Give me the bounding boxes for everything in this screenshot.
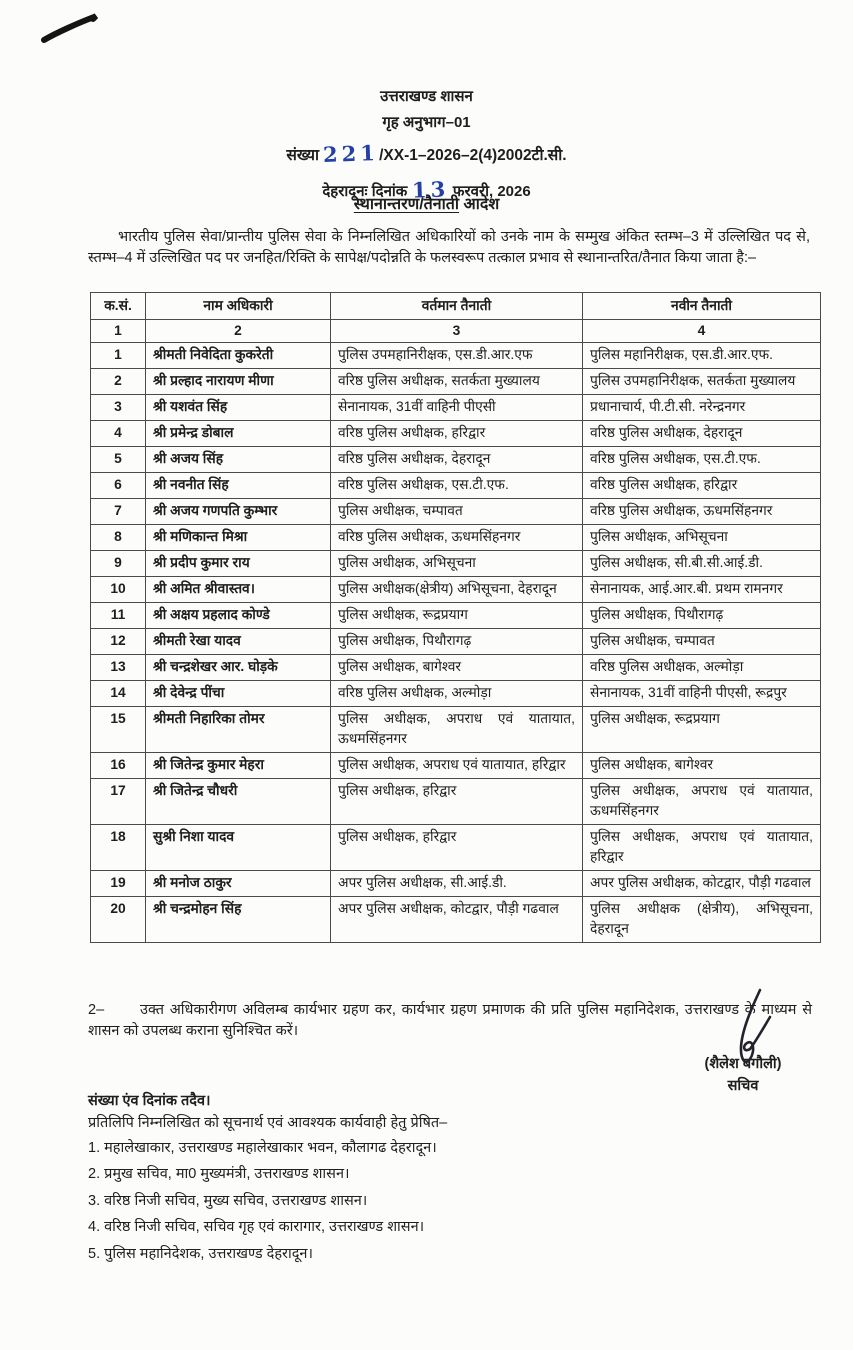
table-row xyxy=(91,753,821,779)
row-serial: 13 xyxy=(91,655,146,681)
new-posting: सेनानायक, 31वीं वाहिनी पीएसी, रूद्रपुर xyxy=(583,681,821,707)
current-posting: पुलिस अधीक्षक(क्षेत्रीय) अभिसूचना, देहरादून xyxy=(331,577,583,603)
table-row xyxy=(91,473,821,499)
current-posting: वरिष्ठ पुलिस अधीक्षक, सतर्कता मुख्यालय xyxy=(331,369,583,395)
letter-number-prefix: संख्या xyxy=(286,147,319,164)
row-serial: 12 xyxy=(91,629,146,655)
row-serial: 18 xyxy=(91,825,146,871)
officer-name: श्री नवनीत सिंह xyxy=(146,473,331,499)
table-row xyxy=(91,343,821,369)
officer-name: श्री चन्द्रमोहन सिंह xyxy=(146,897,331,943)
officer-name: श्री जितेन्द्र कुमार मेहरा xyxy=(146,753,331,779)
current-posting: वरिष्ठ पुलिस अधीक्षक, हरिद्वार xyxy=(331,421,583,447)
row-serial: 16 xyxy=(91,753,146,779)
officer-name: श्री अजय सिंह xyxy=(146,447,331,473)
row-serial: 20 xyxy=(91,897,146,943)
row-serial: 17 xyxy=(91,779,146,825)
transfer-table-container xyxy=(90,292,820,943)
row-serial: 4 xyxy=(91,421,146,447)
officer-name: श्रीमती निहारिका तोमर xyxy=(146,707,331,753)
new-posting: पुलिस अधीक्षक, पिथौरागढ़ xyxy=(583,603,821,629)
row-serial: 19 xyxy=(91,871,146,897)
pen-dash-mark xyxy=(36,6,106,50)
new-posting: पुलिस अधीक्षक, अपराध एवं यातायात, ऊधमसिंहनगर xyxy=(583,779,821,825)
copy-recipient-list xyxy=(88,1137,812,1265)
row-serial: 10 xyxy=(91,577,146,603)
signature-block xyxy=(668,985,818,1095)
current-posting: पुलिस अधीक्षक, बागेश्वर xyxy=(331,655,583,681)
current-posting: पुलिस अधीक्षक, रूद्रप्रयाग xyxy=(331,603,583,629)
current-posting: पुलिस अधीक्षक, चम्पावत xyxy=(331,499,583,525)
table-row xyxy=(91,525,821,551)
table-row xyxy=(91,897,821,943)
table-header-row xyxy=(91,293,821,320)
table-row xyxy=(91,499,821,525)
current-posting: सेनानायक, 31वीं वाहिनी पीएसी xyxy=(331,395,583,421)
copy-forwarded-line: प्रतिलिपि निम्नलिखित को सूचनार्थ एवं आवश्यक कार्यवाही हेतु प्रेषित– xyxy=(88,1115,448,1132)
officer-name: सुश्री निशा यादव xyxy=(146,825,331,871)
new-posting: पुलिस अधीक्षक, चम्पावत xyxy=(583,629,821,655)
new-posting: वरिष्ठ पुलिस अधीक्षक, हरिद्वार xyxy=(583,473,821,499)
copy-recipient-item: 4. वरिष्ठ निजी सचिव, सचिव गृह एवं कारागार, उत्तराखण्ड शासन। xyxy=(88,1219,425,1236)
same-number-date-line: संख्या एंव दिनांक तदैव। xyxy=(88,1093,211,1109)
new-posting: वरिष्ठ पुलिस अधीक्षक, देहरादून xyxy=(583,421,821,447)
current-posting: पुलिस उपमहानिरीक्षक, एस.डी.आर.एफ xyxy=(331,343,583,369)
current-posting: वरिष्ठ पुलिस अधीक्षक, देहरादून xyxy=(331,447,583,473)
row-serial: 15 xyxy=(91,707,146,753)
officer-name: श्री अक्षय प्रहलाद कोण्डे xyxy=(146,603,331,629)
section-name: गृह अनुभाग–01 xyxy=(382,113,471,131)
table-row xyxy=(91,825,821,871)
table-row xyxy=(91,421,821,447)
officer-name: श्री देवेन्द्र पींचा xyxy=(146,681,331,707)
column-number-row xyxy=(91,320,821,343)
column-number: 2 xyxy=(146,320,331,343)
officer-name: श्रीमती निवेदिता कुकरेती xyxy=(146,343,331,369)
row-serial: 5 xyxy=(91,447,146,473)
row-serial: 1 xyxy=(91,343,146,369)
row-serial: 9 xyxy=(91,551,146,577)
current-posting: अपर पुलिस अधीक्षक, सी.आई.डी. xyxy=(331,871,583,897)
order-title xyxy=(0,192,853,214)
officer-name: श्री प्रमेन्द्र डोबाल xyxy=(146,421,331,447)
table-row xyxy=(91,871,821,897)
column-number: 4 xyxy=(583,320,821,343)
signatory-name: (शैलेश बगौली) xyxy=(704,1056,782,1072)
table-row xyxy=(91,577,821,603)
copy-recipient-item: 2. प्रमुख सचिव, मा0 मुख्यमंत्री, उत्तराखण्ड शासन। xyxy=(88,1166,350,1183)
table-row xyxy=(91,655,821,681)
officer-name: श्री अजय गणपति कुम्भार xyxy=(146,499,331,525)
current-posting: पुलिस अधीक्षक, अपराध एवं यातायात, हरिद्वार xyxy=(331,753,583,779)
new-posting: पुलिस अधीक्षक, अभिसूचना xyxy=(583,525,821,551)
current-posting: पुलिस अधीक्षक, हरिद्वार xyxy=(331,779,583,825)
officer-name: श्री प्रदीप कुमार राय xyxy=(146,551,331,577)
table-row xyxy=(91,681,821,707)
row-serial: 11 xyxy=(91,603,146,629)
place-date-prefix: देहरादूनः दिनांक xyxy=(322,182,408,200)
officer-name: श्री मनोज ठाकुर xyxy=(146,871,331,897)
officer-name: श्री यशवंत सिंह xyxy=(146,395,331,421)
copy-recipient-item: 5. पुलिस महानिदेशक, उत्तराखण्ड देहरादून। xyxy=(88,1245,313,1262)
order-title-underlined: स्थानान्तरण/तैनाती xyxy=(353,196,460,213)
new-posting: पुलिस अधीक्षक (क्षेत्रीय), अभिसूचना, देहरादून xyxy=(583,897,821,943)
new-posting: पुलिस अधीक्षक, बागेश्वर xyxy=(583,753,821,779)
officer-name: श्रीमती रेखा यादव xyxy=(146,629,331,655)
row-serial: 6 xyxy=(91,473,146,499)
new-posting: पुलिस अधीक्षक, रूद्रप्रयाग xyxy=(583,707,821,753)
new-posting: अपर पुलिस अधीक्षक, कोटद्वार, पौड़ी गढवाल xyxy=(583,871,821,897)
header-officer-name: नाम अधिकारी xyxy=(146,293,331,320)
current-posting: पुलिस अधीक्षक, अपराध एवं यातायात, ऊधमसिंहनगर xyxy=(331,707,583,753)
officer-name: श्री अमित श्रीवास्तव। xyxy=(146,577,331,603)
transfer-table-body xyxy=(91,343,821,943)
current-posting: वरिष्ठ पुलिस अधीक्षक, ऊधमसिंहनगर xyxy=(331,525,583,551)
table-row xyxy=(91,629,821,655)
officer-name: श्री प्रल्हाद नारायण मीणा xyxy=(146,369,331,395)
column-number: 1 xyxy=(91,320,146,343)
officer-name: श्री मणिकान्त मिश्रा xyxy=(146,525,331,551)
row-serial: 8 xyxy=(91,525,146,551)
current-posting: अपर पुलिस अधीक्षक, कोटद्वार, पौड़ी गढवाल xyxy=(331,897,583,943)
copy-recipient-item: 3. वरिष्ठ निजी सचिव, मुख्य सचिव, उत्तराखण्ड शासन। xyxy=(88,1192,368,1209)
officer-name: श्री जितेन्द्र चौधरी xyxy=(146,779,331,825)
handwritten-date: 13 xyxy=(411,176,450,203)
new-posting: प्रधानाचार्य, पी.टी.सी. नरेन्द्रनगर xyxy=(583,395,821,421)
handwritten-letter-number: 221 xyxy=(322,140,380,167)
transfer-table xyxy=(90,292,821,943)
current-posting: पुलिस अधीक्षक, पिथौरागढ़ xyxy=(331,629,583,655)
intro-paragraph: भारतीय पुलिस सेवा/प्रान्तीय पुलिस सेवा के निम्नलिखित अधिकारियों को उनके नाम के सम्मुख अंकित स्तम्भ–3 में उल्लिखित पद से, स्तम्भ–4 में उल्लिखित पद पर जनहित/रिक्ति के सापेक्ष/पदोन्नति के फलस्वरूप तत्काल प्रभाव से स्थानान्तरित/तैनात किया जाता है:– xyxy=(88,228,810,266)
table-row xyxy=(91,551,821,577)
closing-paragraph-number: 2– xyxy=(88,1001,105,1018)
current-posting: पुलिस अधीक्षक, अभिसूचना xyxy=(331,551,583,577)
new-posting: पुलिस महानिरीक्षक, एस.डी.आर.एफ. xyxy=(583,343,821,369)
current-posting: वरिष्ठ पुलिस अधीक्षक, अल्मोड़ा xyxy=(331,681,583,707)
table-row xyxy=(91,447,821,473)
officer-name: श्री चन्द्रशेखर आर. घोड़के xyxy=(146,655,331,681)
letter-number-line xyxy=(0,135,853,171)
copy-distribution-section xyxy=(88,1090,812,1269)
row-serial: 7 xyxy=(91,499,146,525)
new-posting: वरिष्ठ पुलिस अधीक्षक, एस.टी.एफ. xyxy=(583,447,821,473)
place-date-suffix: फरवरी, 2026 xyxy=(452,182,531,200)
table-row xyxy=(91,779,821,825)
row-serial: 14 xyxy=(91,681,146,707)
handwritten-signature xyxy=(714,987,778,1071)
header-new-posting: नवीन तैनाती xyxy=(583,293,821,320)
header-serial: क.सं. xyxy=(91,293,146,320)
order-title-rest: आदेश xyxy=(459,196,500,213)
closing-paragraph-text: उक्त अधिकारीगण अविलम्ब कार्यभार ग्रहण कर, कार्यभार ग्रहण प्रमाणक की प्रति पुलिस महानिदेशक, उत्तराखण्ड के माध्यम से शासन को उपलब्ध कराना सुनिश्चित करें। xyxy=(88,1001,812,1040)
current-posting: वरिष्ठ पुलिस अधीक्षक, एस.टी.एफ. xyxy=(331,473,583,499)
signatory-title: सचिव xyxy=(727,1078,759,1094)
new-posting: पुलिस अधीक्षक, सी.बी.सी.आई.डी. xyxy=(583,551,821,577)
table-row xyxy=(91,707,821,753)
table-row xyxy=(91,395,821,421)
table-row xyxy=(91,369,821,395)
new-posting: पुलिस अधीक्षक, अपराध एवं यातायात, हरिद्वार xyxy=(583,825,821,871)
column-number: 3 xyxy=(331,320,583,343)
new-posting: वरिष्ठ पुलिस अधीक्षक, ऊधमसिंहनगर xyxy=(583,499,821,525)
current-posting: पुलिस अधीक्षक, हरिद्वार xyxy=(331,825,583,871)
letterhead xyxy=(0,84,853,206)
copy-recipient-item: 1. महालेखाकार, उत्तराखण्ड महालेखाकार भवन, कौलागढ देहरादून। xyxy=(88,1139,437,1156)
row-serial: 2 xyxy=(91,369,146,395)
table-row xyxy=(91,603,821,629)
row-serial: 3 xyxy=(91,395,146,421)
new-posting: वरिष्ठ पुलिस अधीक्षक, अल्मोड़ा xyxy=(583,655,821,681)
new-posting: पुलिस उपमहानिरीक्षक, सतर्कता मुख्यालय xyxy=(583,369,821,395)
letter-number-suffix: /XX-1–2026–2(4)2002टी.सी. xyxy=(379,147,567,164)
new-posting: सेनानायक, आई.आर.बी. प्रथम रामनगर xyxy=(583,577,821,603)
government-name: उत्तराखण्ड शासन xyxy=(380,88,473,105)
header-current-posting: वर्तमान तैनाती xyxy=(331,293,583,320)
